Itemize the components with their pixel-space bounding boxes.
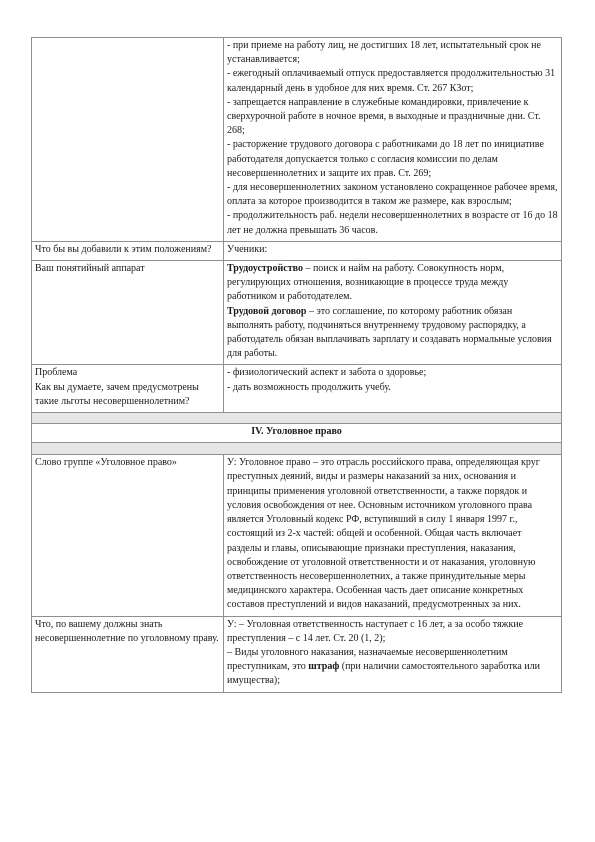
table-row <box>32 38 562 242</box>
section-spacer <box>32 413 562 424</box>
list-item: - дать возможность продолжить учебу. <box>227 381 391 393</box>
list-item: - запрещается направление в служебные командировки, привлечение к сверхурочной работе в ночное время, в выходные и праздничные дни. Ст. 268; <box>227 96 541 137</box>
list-item: - расторжение трудового договора с работниками до 18 лет по инициативе работодателя допускается только с согласия комиссии по делам несовершеннолетних и защите их прав. Ст. 269; <box>227 139 544 179</box>
definition-text: – поиск и найм на работу. Совокупность норм, регулирующих отношения, возникающие в процессе труда между работником и работодателем. <box>227 263 509 303</box>
definition-term: штраф <box>308 661 340 673</box>
definition-text: – это соглашение, по которому работник обязан выполнять работу, подчиняться внутреннему трудовому распорядку, а работодатель обязан выплачивать зарплату и создавать нормальные условия для работы. <box>227 305 552 360</box>
lesson-table <box>31 37 562 693</box>
problem-heading: Проблема <box>35 367 78 379</box>
table-row <box>32 261 562 365</box>
section-title: IV. Уголовное право <box>32 424 562 443</box>
list-item: У: – Уголовная ответственность наступает с 16 лет, а за особо тяжкие преступления – с 14 лет. Ст. 20 (1, 2); <box>227 618 524 644</box>
table-row <box>32 241 562 260</box>
table-row <box>32 413 562 424</box>
row-content <box>224 616 562 692</box>
row-label-empty <box>32 38 224 242</box>
list-item: - ежегодный оплачиваемый отпуск предоставляется продолжительностью 31 календарный день в удобное для них время. Ст. 267 КЗот; <box>227 68 556 94</box>
table-row <box>32 365 562 413</box>
definition <box>227 305 558 362</box>
section-spacer <box>32 443 562 455</box>
table-row <box>32 424 562 443</box>
row-content-definitions <box>224 261 562 365</box>
list-item: - для несовершеннолетних законом установлено сокращенное рабочее время, оплата за которое производится в таком же размере, как взрослым; <box>227 182 558 208</box>
list-item: - физиологический аспект и забота о здоровье; <box>227 367 427 379</box>
text-part: – Виды уголовного наказания, назначаемые несовершеннолетним преступникам, это <box>227 646 508 673</box>
row-label: Что, по вашему должны знать несовершеннолетние по уголовному праву. <box>32 616 224 692</box>
row-content-benefits <box>224 38 562 242</box>
table-row <box>32 455 562 616</box>
list-item <box>227 646 558 689</box>
table-row <box>32 443 562 455</box>
table-row <box>32 616 562 692</box>
row-label: Что бы вы добавили к этим положениям? <box>32 241 224 260</box>
list-item: - при приеме на работу лиц, не достигших 18 лет, испытательный срок не устанавливается; <box>227 40 541 66</box>
list-item: - продолжительность раб. недели несовершеннолетних в возрасте от 16 до 18 лет не должна превышать 36 часов. <box>227 210 558 236</box>
row-content-criminal-law: У: Уголовное право – это отрасль российского права, определяющая круг преступных деяний, виды и размеры наказаний за них, основания и принципы применения уголовной ответственности, а также порядок и условия освобождения от нее. Основным источником уголовного права является Уголовный кодекс РФ, вступивший в силу 1 января 1997 г., состоящий из 2-х частей: общей и особенной. Общая часть включает разделы и главы, описывающие признаки преступления, наказания, освобождение от уголовной ответственности и от наказания, уголовную ответственность несовершеннолетних, а также принудительные меры медицинского характера. Особенная часть дает описание конкретных составов преступлений и видов наказаний, предусмотренных за них. <box>224 455 562 616</box>
row-label: Ваш понятийный аппарат <box>32 261 224 365</box>
row-label-problem <box>32 365 224 413</box>
definition <box>227 262 558 305</box>
text-part: (при наличии самостоятельного заработка или имущества); <box>227 661 540 687</box>
problem-question: Как вы думаете, зачем предусмотрены такие льготы несовершеннолетним? <box>35 381 199 407</box>
definition-term: Трудоустройство <box>227 263 303 275</box>
row-content <box>224 365 562 413</box>
row-content: Ученики: <box>224 241 562 260</box>
definition-term: Трудовой договор <box>227 305 307 317</box>
row-label: Слово группе «Уголовное право» <box>32 455 224 616</box>
